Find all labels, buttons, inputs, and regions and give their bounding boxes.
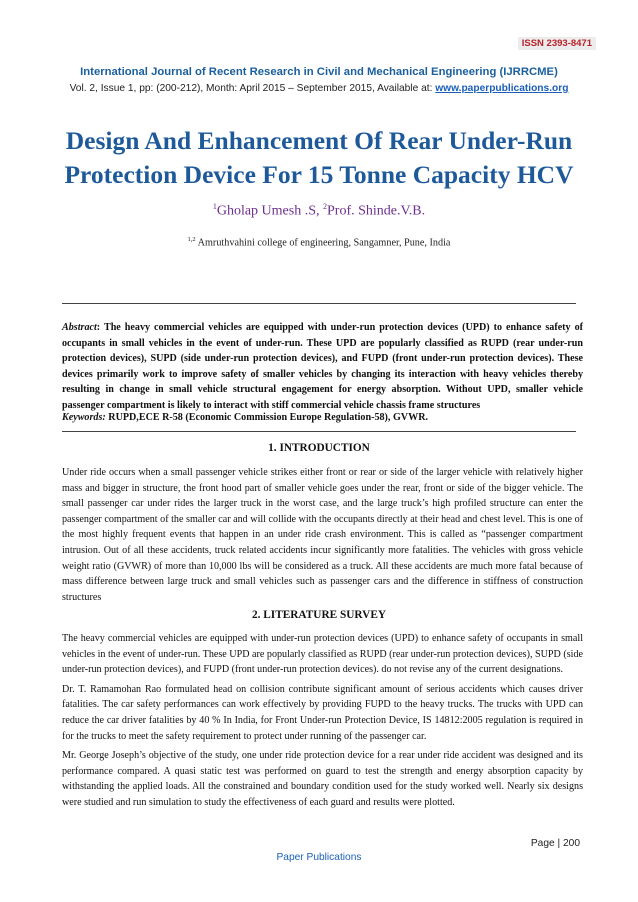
abstract-text: : The heavy commercial vehicles are equipped with under-run protection devices (UPD) to enhance safety of occupants in small vehicles in the event of under-run. These UPD are popularly classified as RUPD (rear under-run protection devices), SUPD (side under-run protection devices), and FUPD (front under-run protection devices). These devices primarily work to improve safety of smaller vehicles by changing its interaction with heavy vehicles thereby resulting in change in small vehicle structural engagement for energy absorption. Without UPD, smaller vehicle passenger compartment is likely to interact with stiff commercial vehicle chassis frame structures: [62, 322, 583, 411]
keywords-text: RUPD,ECE R-58 (Economic Commission Europe Regulation-58), GVWR.: [105, 412, 429, 423]
journal-title: International Journal of Recent Research in Civil and Mechanical Engineering (IJRRCME): [80, 66, 558, 78]
abstract-label: Abstract: [62, 322, 97, 333]
author2-sup: 2: [323, 202, 327, 211]
journal-meta: [0, 83, 638, 94]
authors: [0, 202, 638, 220]
introduction-body: [62, 465, 583, 609]
author1-sup: 1: [212, 202, 217, 211]
footer-publisher: Paper Publications: [276, 852, 362, 863]
journal-url-link[interactable]: www.paperpublications.org: [435, 83, 569, 94]
page-number: Page | 200: [530, 838, 580, 849]
section-heading-literature-survey: 2. LITERATURE SURVEY: [251, 609, 387, 621]
keywords-label: Keywords:: [62, 412, 106, 423]
affiliation-text: Amruthvahini college of engineering, Sangamner, Pune, India: [195, 237, 451, 249]
abstract-bottom-rule: [62, 431, 576, 432]
literature-survey-body: [62, 631, 583, 815]
journal-meta-text: Vol. 2, Issue 1, pp: (200-212), Month: April 2015 – September 2015, Available at:: [69, 83, 436, 94]
paragraph: Under ride occurs when a small passenger vehicle strikes either front or rear or side of the larger vehicle with relatively higher mass and bigger in structure, the front hood part of smaller vehicle goes under the rear, front or side of the bigger vehicle. The small passenger car under rides the larger truck in the worst case, and the large truck’s high profiled structure can enter the passenger compartment of the smaller car and will collide with the occupants directly at their head and chest level. This is one of the most highly frequent events that happen in an under ride crash environment. This is called as “passenger compartment intrusion. Out of all these accidents, truck related accidents incur significantly more fatalities. The vehicles with gross vehicle weight ratio (GVWR) of more than 10,000 lbs will be considered as a truck. All these accidents are much more fatal because of mass difference between large truck and small vehicles such as passenger cars and the difference in stiffness of construction structures: [62, 467, 583, 603]
author1: Gholap Umesh .S,: [216, 203, 323, 219]
keywords: [62, 412, 583, 423]
author2: Prof. Shinde.V.B.: [327, 203, 426, 219]
paragraph: Mr. George Joseph’s objective of the study, one under ride protection device for a rear under ride accident was designed and its performance compared. A quasi static test was performed on guard to test the strength and energy absorption capacity by withstanding the applied loads. All the constrained and boundary condition used for the study worked well. Nearly six designs were studied and run simulation to study the effectiveness of each guard and results were plotted.: [62, 750, 583, 808]
paragraph: The heavy commercial vehicles are equipped with under-run protection devices (UPD) to enhance safety of occupants in small vehicles in the event of under-run. These UPD are popularly classified as RUPD (rear under-run protection devices), SUPD (side under-run protection devices), and FUPD (front under-run protection devices). do not revise any of the current designations.: [62, 633, 583, 676]
affiliation: [0, 236, 638, 248]
abstract-top-rule: [62, 303, 576, 304]
abstract: [62, 320, 583, 414]
affiliation-sup: 1,2: [187, 236, 196, 243]
section-heading-introduction: 1. INTRODUCTION: [268, 442, 370, 454]
paper-title: Design And Enhancement Of Rear Under-Run Protection Device For 15 Tonne Capacity HCV: [64, 126, 574, 189]
issn-badge: ISSN 2393-8471: [518, 37, 596, 50]
paragraph: Dr. T. Ramamohan Rao formulated head on collision contribute significant amount of serious accidents which causes driver fatalities. The car safety performances can work effectively by providing FUPD to the heavy trucks. The trucks with UPD can reduce the car driver fatalities by 40 % In India, for Front Under-run Protection Device, IS 14812:2005 regulation is required in for the trucks to meet the safety requirement to protect under running of the passenger car.: [62, 683, 583, 742]
